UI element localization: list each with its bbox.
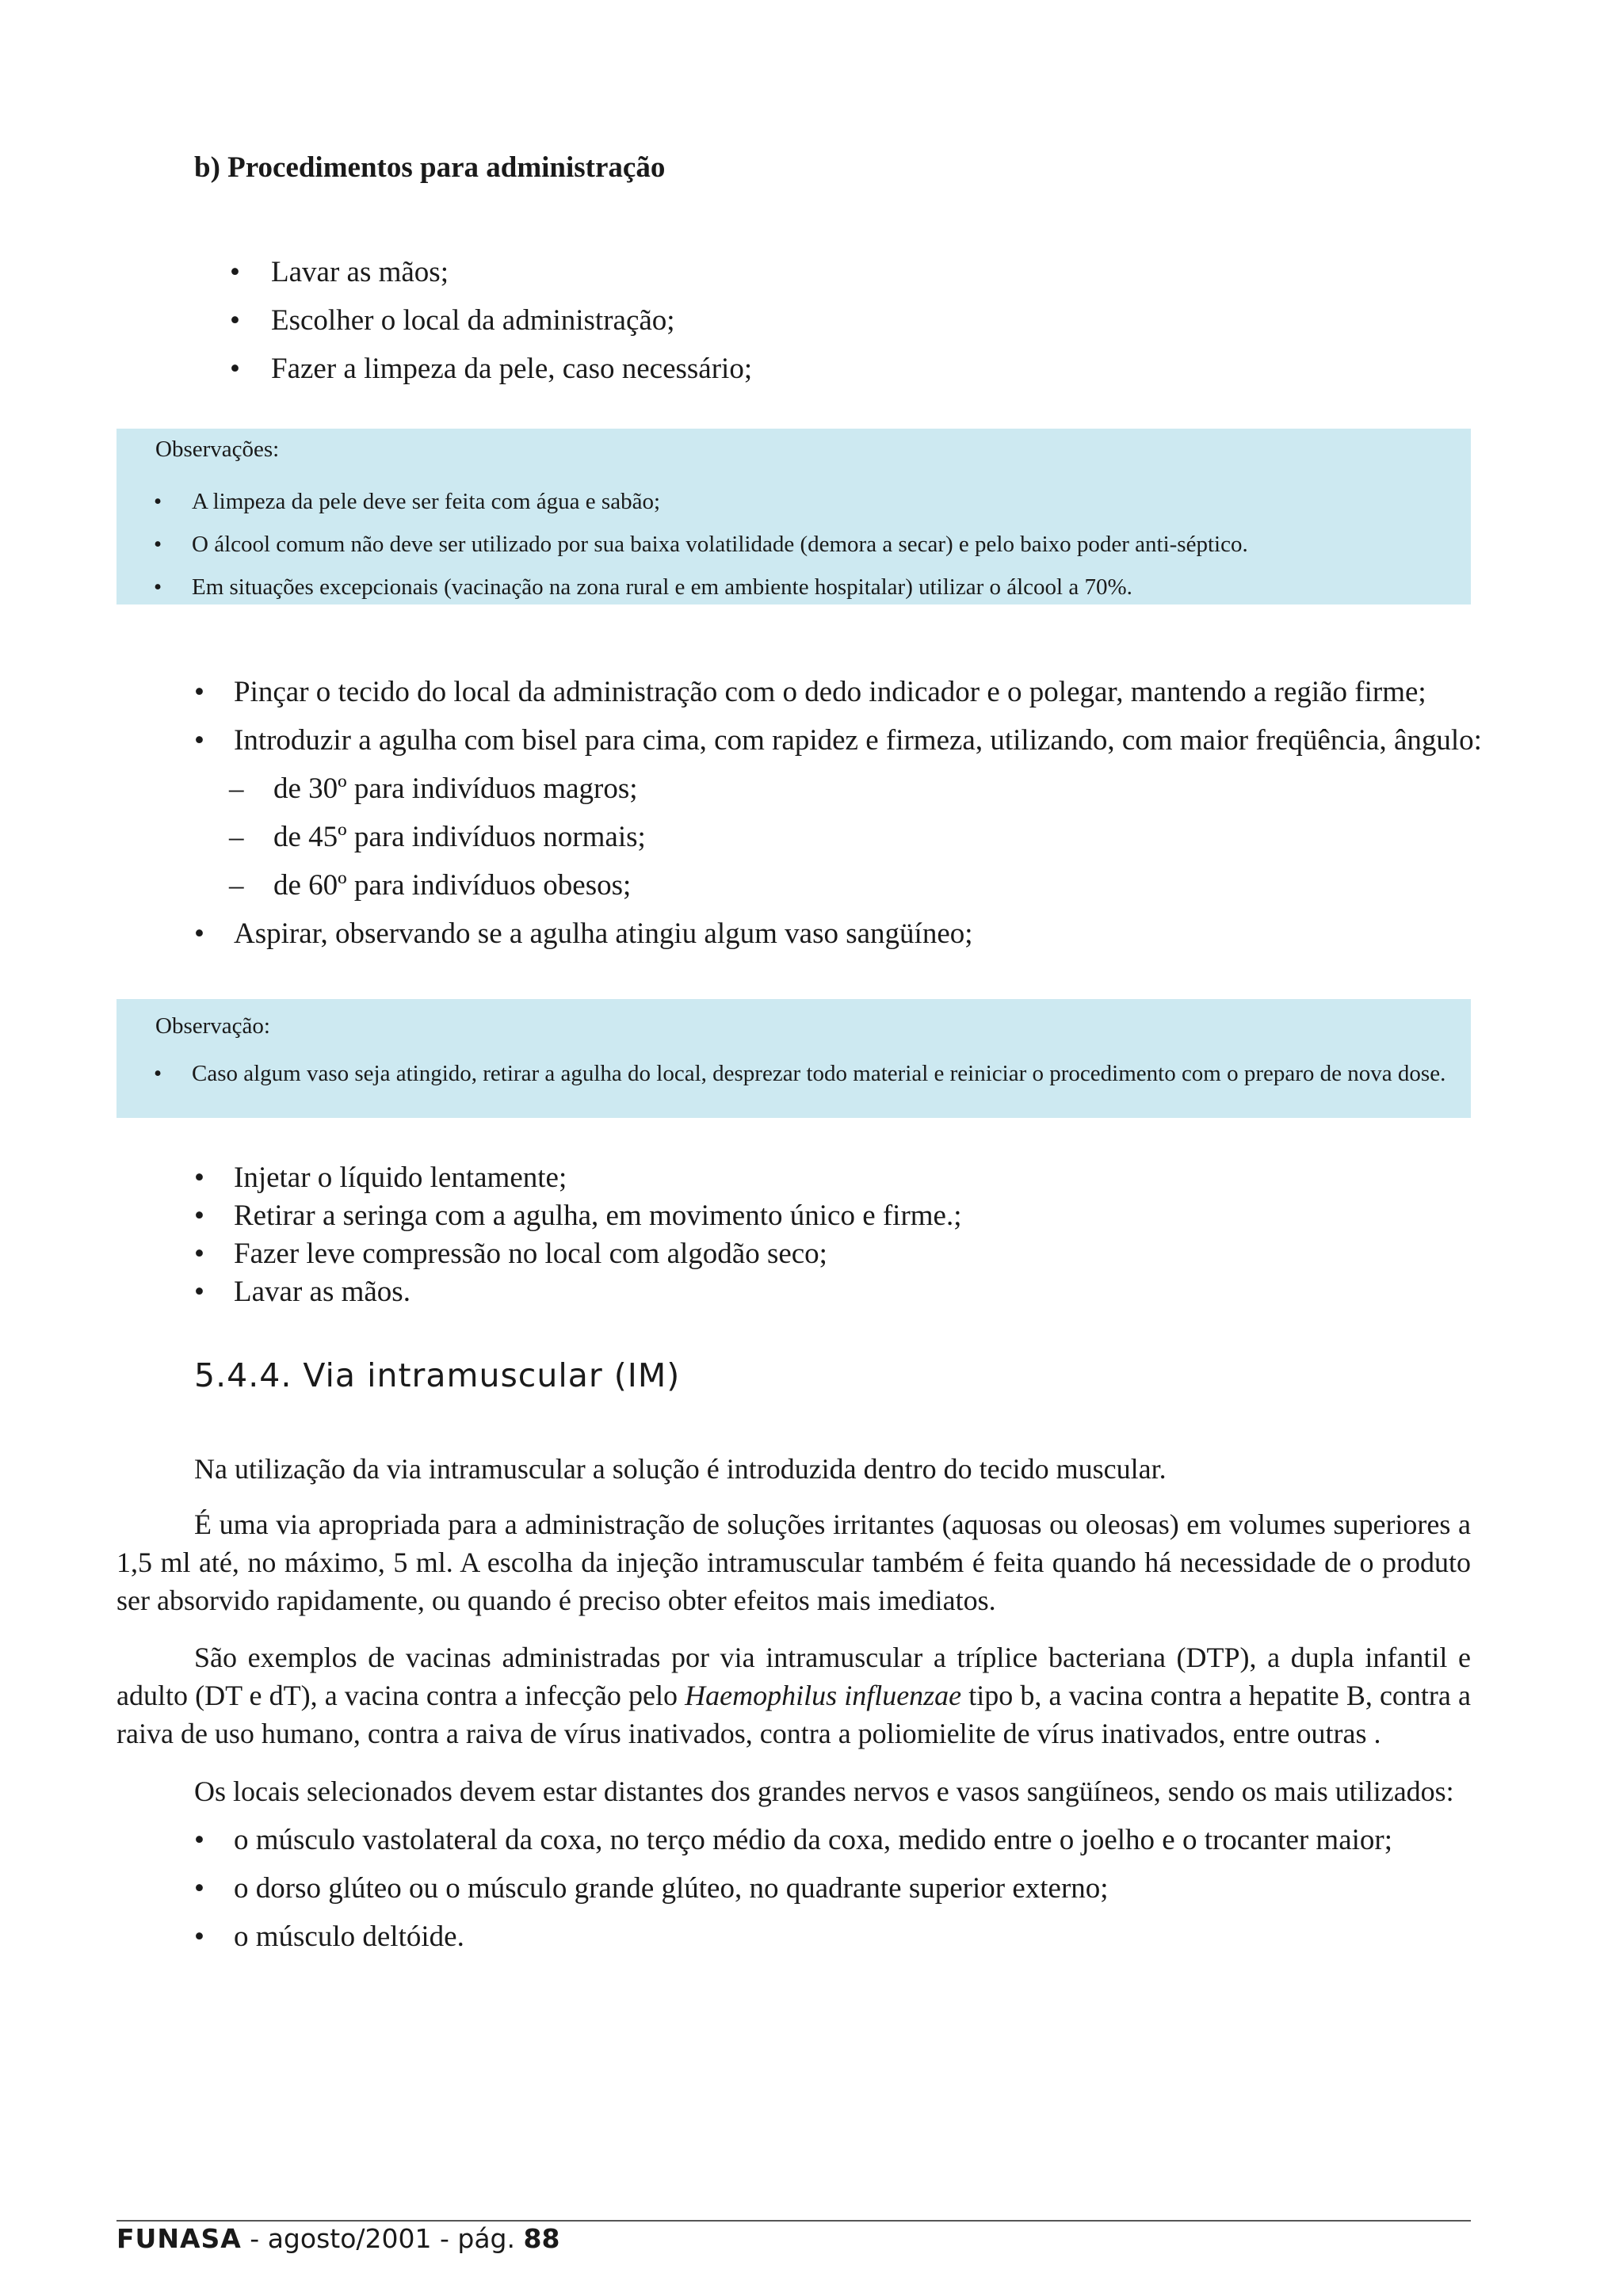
- bullet-icon: •: [230, 256, 240, 288]
- list-item-text: A limpeza da pele deve ser feita com água e sabão;: [192, 489, 661, 514]
- dash-icon: –: [229, 772, 244, 805]
- footer-date: agosto/2001: [267, 2223, 432, 2254]
- angle-item-text: de 60º para indivíduos obesos;: [273, 869, 632, 902]
- angle-item: [194, 861, 1482, 910]
- species-name: Haemophilus influenzae: [685, 1680, 962, 1711]
- bullet-icon: •: [194, 1161, 204, 1194]
- list-item-text: Injetar o líquido lentamente;: [234, 1161, 567, 1194]
- list-item: [230, 248, 752, 296]
- dash-icon: –: [229, 821, 244, 853]
- list-item-text: Introduzir a agulha com bisel para cima, com rapidez e firmeza, utilizando, com maior freqüência, ângulo:: [234, 724, 1482, 757]
- list-item-text: Em situações excepcionais (vacinação na zona rural e em ambiente hospitalar) utilizar o álcool a 70%.: [192, 574, 1132, 600]
- list-item: [194, 1816, 1392, 1864]
- paragraph: [116, 1638, 1471, 1753]
- list-item: [194, 1864, 1392, 1913]
- footer-divider: [116, 2220, 1471, 2222]
- list-item: [154, 566, 1248, 608]
- list-item-text: Escolher o local da administração;: [271, 304, 675, 337]
- angle-item: [194, 765, 1482, 813]
- list-item-text: Fazer a limpeza da pele, caso necessário;: [271, 353, 753, 385]
- paragraph-text: São exemplos de vacinas administradas por via intramuscular a tríplice bacteriana (DTP), a dupla infantil e adulto (DT e dT), a vacina contra a infecção pelo: [116, 1642, 1471, 1711]
- list-item: [194, 910, 1482, 958]
- bullet-icon: •: [194, 1824, 204, 1856]
- paragraph-text: tipo b, a vacina contra a hepatite B, contra a raiva de uso humano, contra a raiva de vírus inativados, contra a poliomielite de vírus inativados, entre outras .: [116, 1680, 1471, 1749]
- list-item-text: Pinçar o tecido do local da administração com o dedo indicador e o polegar, mantendo a região firme;: [234, 676, 1426, 708]
- footer-page-label: pág.: [457, 2223, 524, 2254]
- steps-final-list: [194, 1159, 962, 1311]
- list-item: [194, 716, 1482, 765]
- subsection-title: 5.4.4. Via intramuscular (IM): [194, 1356, 681, 1394]
- observation-title: Observação:: [155, 1013, 270, 1039]
- list-item-text: O álcool comum não deve ser utilizado por sua baixa volatilidade (demora a secar) e pelo baixo poder anti-séptico.: [192, 532, 1248, 557]
- paragraph: Os locais selecionados devem estar distantes dos grandes nervos e vasos sangüíneos, sendo os mais utilizados:: [194, 1775, 1454, 1807]
- bullet-icon: •: [154, 574, 162, 600]
- dash-icon: –: [229, 869, 244, 902]
- list-item: [230, 345, 752, 393]
- list-item: [194, 1197, 962, 1235]
- list-item: [194, 668, 1482, 716]
- observation-list: [154, 1052, 1445, 1095]
- bullet-icon: •: [194, 1199, 204, 1232]
- angle-item-text: de 45º para indivíduos normais;: [273, 821, 646, 853]
- observations-box: [116, 429, 1471, 605]
- page-footer: [116, 2223, 559, 2254]
- steps-middle-list: [194, 668, 1482, 958]
- bullet-icon: •: [194, 1238, 204, 1270]
- bullet-icon: •: [194, 724, 204, 757]
- list-item: [154, 1052, 1445, 1095]
- bullet-icon: •: [194, 1872, 204, 1905]
- bullet-icon: •: [230, 353, 240, 385]
- bullet-icon: •: [154, 1061, 162, 1086]
- list-item: [194, 1273, 962, 1311]
- footer-brand: FUNASA: [116, 2223, 242, 2254]
- list-item-text: Aspirar, observando se a agulha atingiu algum vaso sangüíneo;: [234, 917, 973, 950]
- footer-separator: -: [241, 2223, 268, 2254]
- section-heading: b) Procedimentos para administração: [194, 151, 666, 184]
- list-item-text: o músculo deltóide.: [234, 1920, 464, 1953]
- injection-sites-list: [194, 1816, 1392, 1961]
- bullet-icon: •: [154, 489, 162, 514]
- paragraph: Na utilização da via intramuscular a solução é introduzida dentro do tecido muscular.: [194, 1453, 1167, 1485]
- list-item-text: Lavar as mãos.: [234, 1276, 411, 1308]
- paragraph: É uma via apropriada para a administração de soluções irritantes (aquosas ou oleosas) em volumes superiores a 1,5 ml até, no máximo, 5 ml. A escolha da injeção intramuscular também é feita quando há necessidade de o produto ser absorvido rapidamente, ou quando é preciso obter efeitos mais imediatos.: [116, 1508, 1471, 1616]
- steps-initial-list: [230, 248, 752, 393]
- bullet-icon: •: [194, 676, 204, 708]
- list-item-text: Caso algum vaso seja atingido, retirar a agulha do local, desprezar todo material e reiniciar o procedimento com o preparo de nova dose.: [192, 1061, 1446, 1086]
- footer-separator: -: [431, 2223, 458, 2254]
- list-item: [154, 523, 1248, 566]
- list-item: [230, 296, 752, 345]
- list-item-text: o músculo vastolateral da coxa, no terço médio da coxa, medido entre o joelho e o trocanter maior;: [234, 1824, 1393, 1856]
- list-item: [154, 480, 1248, 523]
- list-item-text: Lavar as mãos;: [271, 256, 449, 288]
- page-number: 88: [523, 2223, 560, 2254]
- observation-box: [116, 999, 1471, 1118]
- bullet-icon: •: [194, 1276, 204, 1308]
- bullet-icon: •: [154, 532, 162, 557]
- bullet-icon: •: [194, 1920, 204, 1953]
- observations-title: Observações:: [155, 437, 280, 462]
- list-item-text: Retirar a seringa com a agulha, em movimento único e firme.;: [234, 1199, 962, 1232]
- list-item-text: Fazer leve compressão no local com algodão seco;: [234, 1238, 827, 1270]
- angle-item-text: de 30º para indivíduos magros;: [273, 772, 638, 805]
- observations-list: [154, 480, 1248, 608]
- list-item: [194, 1913, 1392, 1961]
- list-item: [194, 1235, 962, 1273]
- bullet-icon: •: [194, 917, 204, 950]
- bullet-icon: •: [230, 304, 240, 337]
- list-item: [194, 1159, 962, 1197]
- list-item-text: o dorso glúteo ou o músculo grande glúteo, no quadrante superior externo;: [234, 1872, 1109, 1905]
- angle-item: [194, 813, 1482, 861]
